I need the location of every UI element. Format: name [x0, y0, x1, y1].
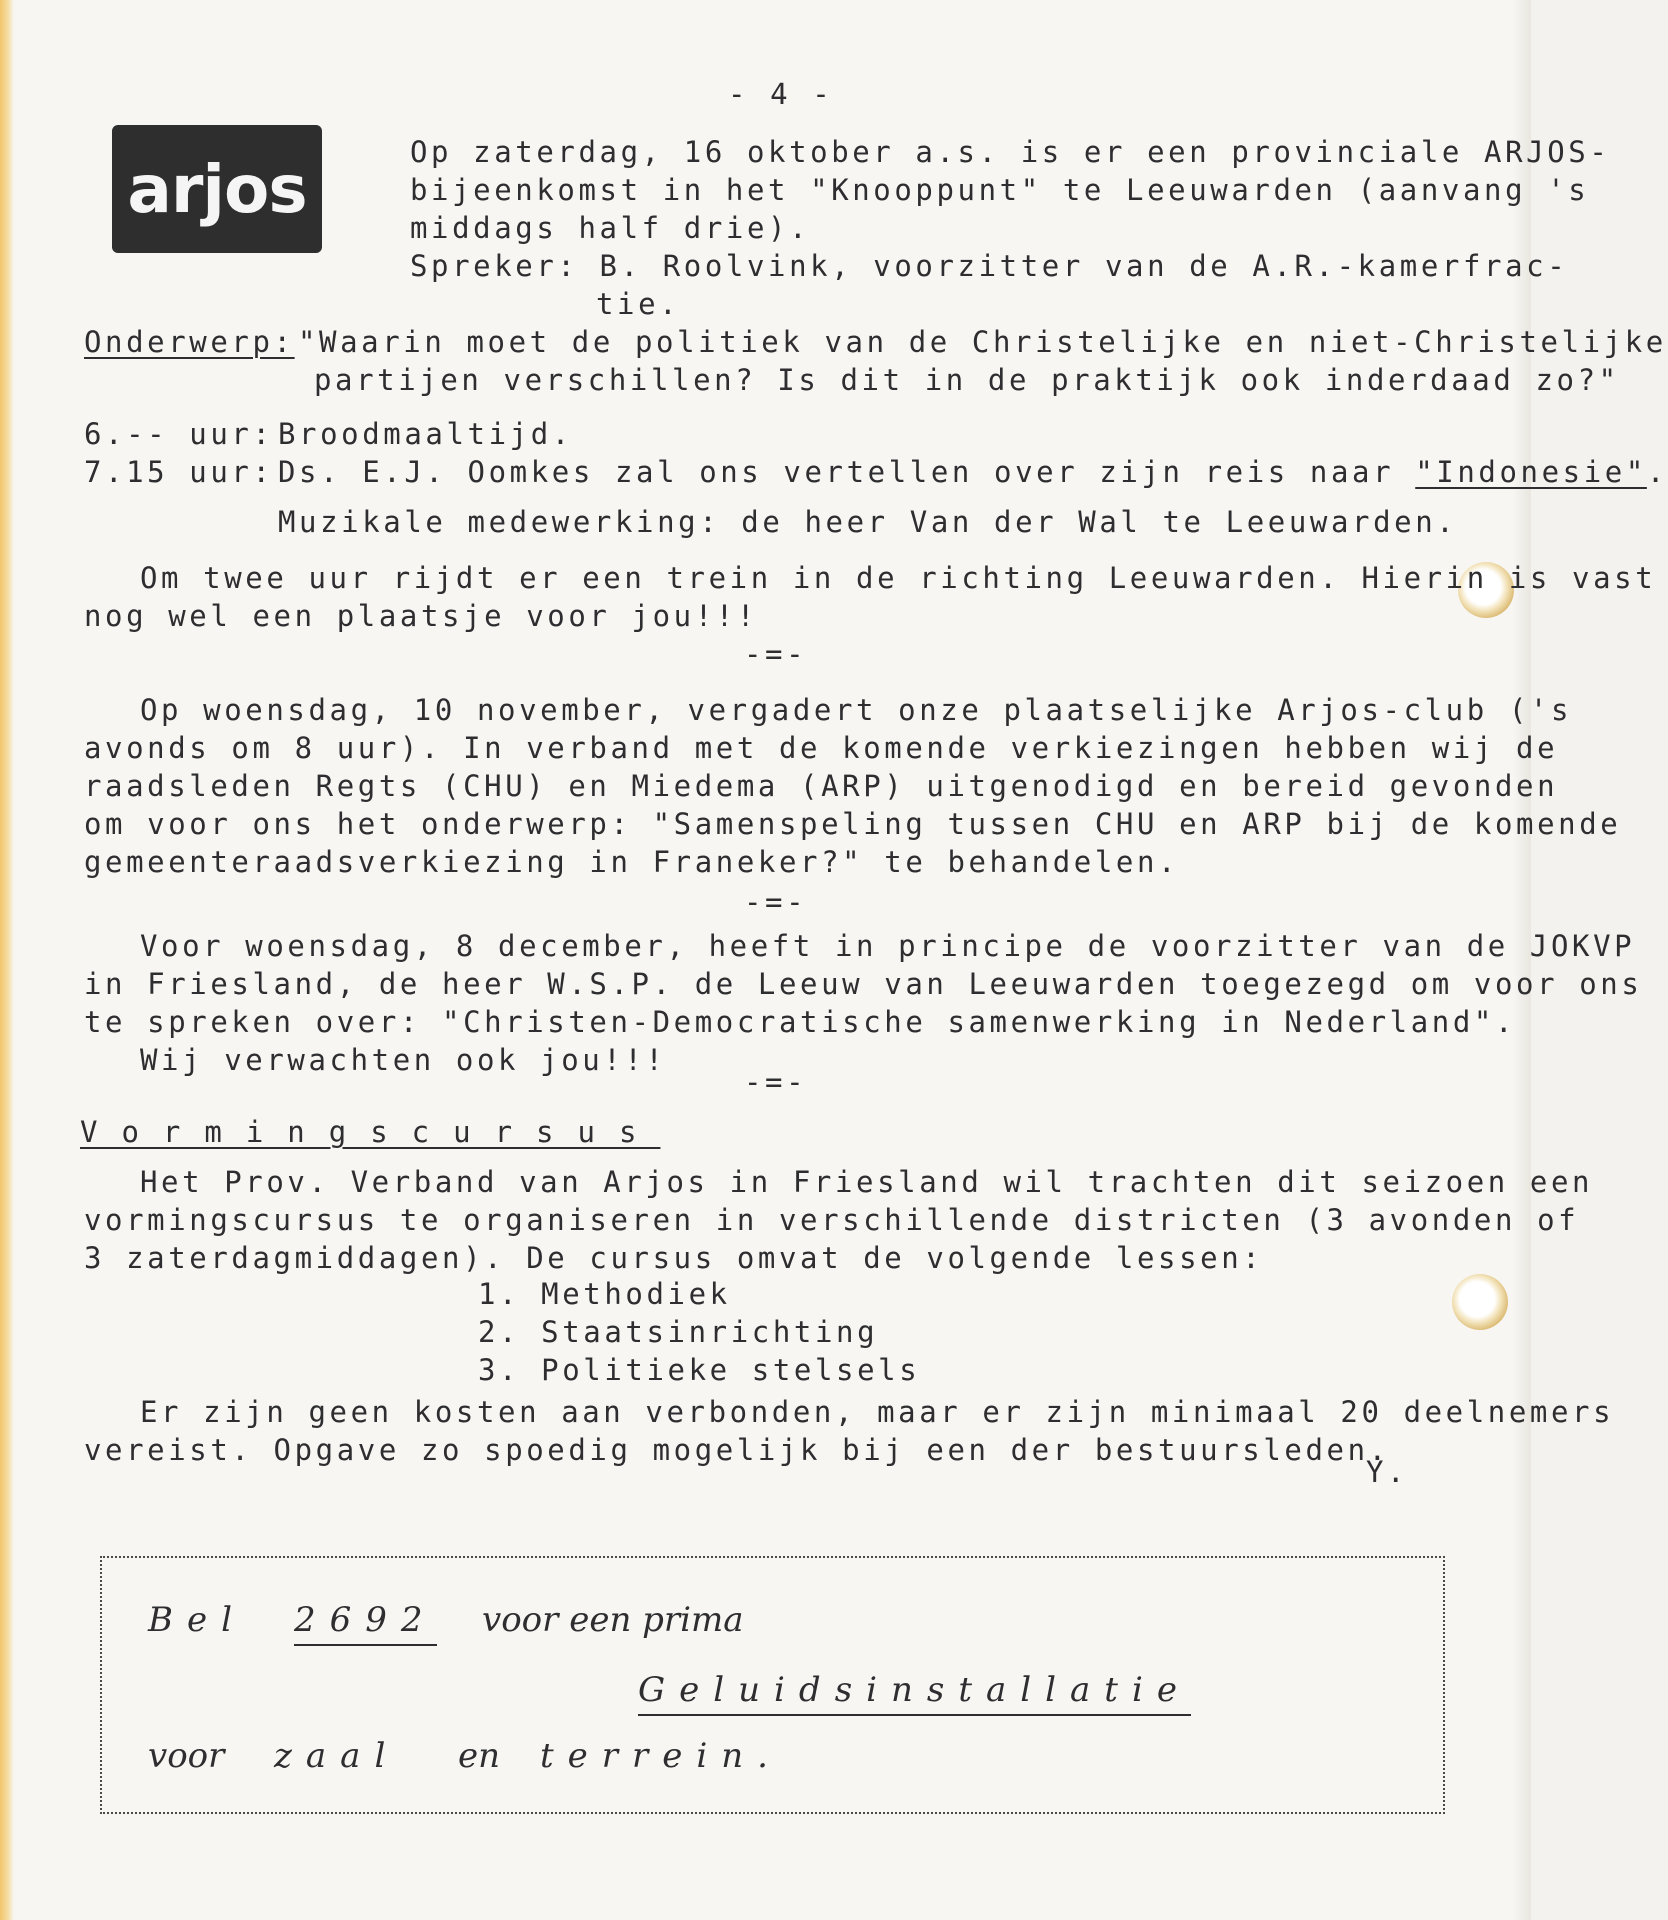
club-line-5: gemeenteraadsverkiezing in Franeker?" te behandelen.	[84, 845, 1180, 879]
ad-line-3-terrein: terrein.	[540, 1736, 782, 1776]
cost-line-1: Er zijn geen kosten aan verbonden, maar er zijn minimaal 20 deelnemers	[140, 1395, 1615, 1429]
ad-bel: Bel	[148, 1600, 246, 1640]
cost-line-2: vereist. Opgave zo spoedig mogelijk bij een der bestuursleden.	[84, 1433, 1390, 1467]
subject-line-2: partijen verschillen? Is dit in de praktijk ook inderdaad zo?"	[314, 363, 1620, 397]
ad-line-1-rest: voor een prima	[482, 1600, 744, 1640]
ad-line-3-zaal: zaal	[274, 1736, 400, 1776]
december-line-1: Voor woensdag, 8 december, heeft in principe de voorzitter van de JOKVP	[140, 929, 1636, 963]
speaker-line-1: Spreker: B. Roolvink, voorzitter van de A.R.-kamerfrac-	[410, 249, 1569, 283]
lesson-1: 1. Methodiek	[478, 1277, 731, 1311]
ad-line-3-en: en	[458, 1736, 501, 1776]
schedule-1-text: Broodmaaltijd.	[278, 417, 573, 451]
train-line-1: Om twee uur rijdt er een trein in de richting Leeuwarden. Hierin is vast	[140, 561, 1657, 595]
subject-label	[84, 324, 295, 360]
train-line-2: nog wel een plaatsje voor jou!!!	[84, 599, 758, 633]
schedule-2-line	[278, 454, 1668, 490]
page-number: - 4 -	[728, 77, 834, 111]
december-line-4: Wij verwachten ook jou!!!	[140, 1043, 667, 1077]
club-line-2: avonds om 8 uur). In verband met de komende verkiezingen hebben wij de	[84, 731, 1559, 765]
ad-line-3-voor: voor	[148, 1736, 225, 1776]
ad-product-text: Geluidsinstallatie	[638, 1670, 1191, 1716]
schedule-2-text: Ds. E.J. Oomkes zal ons vertellen over zijn reis naar	[278, 455, 1395, 489]
signature: Y.	[1366, 1455, 1409, 1489]
club-line-1: Op woensdag, 10 november, vergadert onze plaatselijke Arjos-club ('s	[140, 693, 1573, 727]
schedule-2-place: "Indonesie"	[1415, 455, 1647, 489]
music-line: Muzikale medewerking: de heer Van der Wal te Leeuwarden.	[278, 505, 1458, 539]
speaker-line-2: tie.	[596, 287, 681, 321]
lesson-3: 3. Politieke stelsels	[478, 1353, 921, 1387]
course-line-1: Het Prov. Verband van Arjos in Friesland wil trachten dit seizoen een	[140, 1165, 1594, 1199]
separator-2: -=-	[744, 885, 808, 919]
logo-text: arjos	[127, 150, 307, 228]
december-line-2: in Friesland, de heer W.S.P. de Leeuw van Leeuwarden toegezegd om voor ons	[84, 967, 1643, 1001]
ad-phone-number	[294, 1600, 437, 1640]
separator-3: -=-	[744, 1065, 808, 1099]
schedule-1-time: 6.-- uur:	[84, 417, 274, 451]
schedule-2-end: .	[1646, 455, 1668, 489]
intro-line-2: bijeenkomst in het "Knooppunt" te Leeuwarden (aanvang 's	[410, 173, 1590, 207]
subject-line-1: "Waarin moet de politiek van de Christelijke en niet-Christelijke	[298, 325, 1667, 359]
lesson-2: 2. Staatsinrichting	[478, 1315, 879, 1349]
schedule-2-time: 7.15 uur:	[84, 455, 274, 489]
ad-product	[638, 1670, 1191, 1710]
separator-1: -=-	[744, 637, 808, 671]
subject-label-text: Onderwerp:	[84, 325, 295, 359]
course-heading	[80, 1114, 660, 1150]
course-line-2: vormingscursus te organiseren in verschillende districten (3 avonden of	[84, 1203, 1580, 1237]
arjos-logo	[112, 125, 322, 253]
club-line-3: raadsleden Regts (CHU) en Miedema (ARP) uitgenodigd en bereid gevonden	[84, 769, 1559, 803]
intro-line-3: middags half drie).	[410, 211, 811, 245]
course-heading-text: Vormingscursus	[80, 1115, 661, 1149]
advertisement-box	[100, 1556, 1445, 1814]
punch-hole-bottom	[1452, 1274, 1508, 1330]
intro-line-1: Op zaterdag, 16 oktober a.s. is er een provinciale ARJOS-	[410, 135, 1611, 169]
course-line-3: 3 zaterdagmiddagen). De cursus omvat de volgende lessen:	[84, 1241, 1264, 1275]
ad-phone-number-text: 2692	[294, 1600, 437, 1646]
page-edge-left	[0, 0, 14, 1920]
december-line-3: te spreken over: "Christen-Democratische samenwerking in Nederland".	[84, 1005, 1517, 1039]
club-line-4: om voor ons het onderwerp: "Samenspeling tussen CHU en ARP bij de komende	[84, 807, 1622, 841]
